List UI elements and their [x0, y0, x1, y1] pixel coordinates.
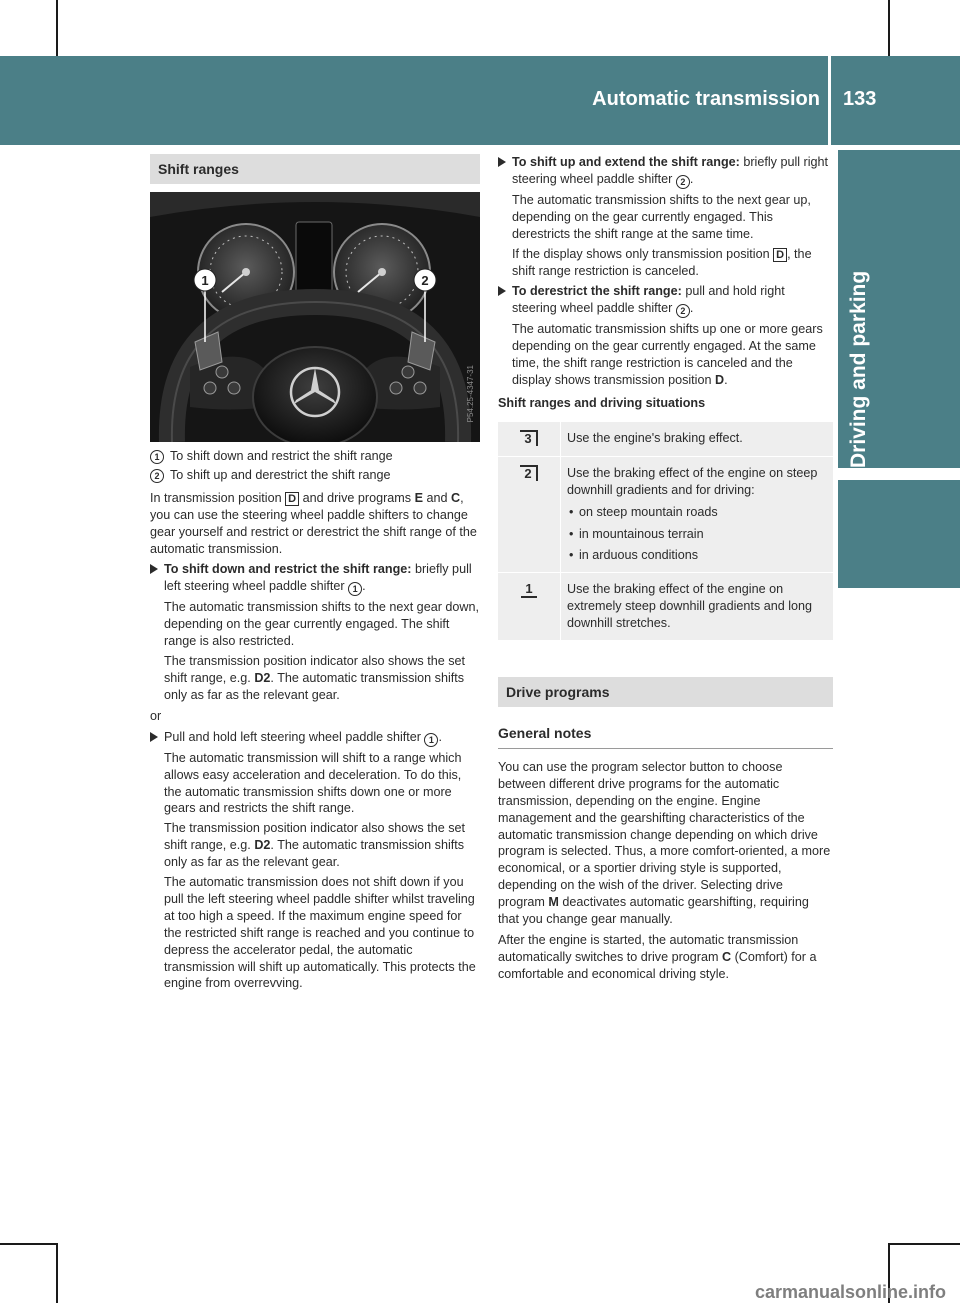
gear-range-1-icon: 1 [521, 582, 536, 598]
list-item: • in mountainous terrain [567, 526, 827, 543]
figure-code: P54.25-4347-31 [466, 364, 475, 422]
callout-number: 1 [424, 733, 438, 747]
watermark: carmanualsonline.info [754, 1282, 946, 1303]
gear-range-3-icon: 3 [520, 430, 537, 446]
table-row [498, 573, 833, 641]
row-text: Use the braking effect of the engine on steep downhill gradients and for driving: [567, 465, 818, 497]
instruction-step: To derestrict the shift range: pull and hold right steering wheel paddle shifter 2 . The automatic transmission shifts up one or more gears depending on the gear currently engaged. At the same time, the shift range restriction is canceled and the display shows transmission position D. [498, 283, 833, 389]
intro-paragraph: In transmission position D and drive programs E and C, you can use the steering wheel paddle shifters to change gear yourself and restrict or derestrict the shift range of the automatic transmission. [150, 490, 477, 556]
legend-item [150, 467, 480, 484]
crop-mark [888, 0, 890, 56]
section-heading: Shift ranges [150, 154, 480, 184]
crop-mark [888, 1243, 960, 1245]
steering-wheel-figure [150, 192, 480, 442]
instruction-step: To shift down and restrict the shift range: briefly pull left steering wheel paddle shifter 1 . The automatic transmission shifts to the next gear down, depending on the gear currently engaged. The shift range is also restricted. The transmission position indicator also shows the set shift range, e.g. D2. The automatic transmission shifts only as far as the relevant gear. [150, 561, 480, 703]
callout-1-label: 1 [201, 273, 209, 288]
shift-range-table [498, 422, 833, 641]
left-column [150, 154, 480, 996]
body-paragraph: You can use the program selector button to choose between different drive programs for the automatic transmission, depending on the engine. Engine management and the gearshifting characteristics of the automatic transmission change depending on which drive program is selected. Thus, a more comfort-oriented, a more economical, or a sportier driving style is supported, depending on the wish of the driver. Selecting drive program M deactivates automatic gearshifting, requiring that you change gear manually. [498, 759, 831, 927]
step-arrow-icon [498, 286, 506, 296]
list-item: • on steep mountain roads [567, 504, 827, 521]
table-row [498, 422, 833, 456]
or-text: or [150, 708, 162, 723]
step-arrow-icon [498, 157, 506, 167]
crop-mark [56, 0, 58, 56]
crop-mark [56, 1243, 58, 1303]
section-heading: Drive programs [498, 677, 833, 707]
row-text: Use the engine's braking effect. [567, 430, 743, 445]
callout-number: 2 [676, 304, 690, 318]
legend-item [150, 448, 480, 465]
step-note: The transmission position indicator also shows the set shift range, e.g. D2. The automatic transmission shifts only as far as the relevant gear. [164, 654, 465, 702]
callout-number: 1 [150, 450, 164, 464]
step-arrow-icon [150, 564, 158, 574]
chapter-label: Driving and parking [847, 270, 870, 468]
callout-number: 1 [348, 582, 362, 596]
list-item: • in arduous conditions [567, 547, 827, 564]
chapter-block [838, 480, 960, 588]
row-text: Use the braking effect of the engine on extremely steep downhill gradients and long downhill stretches. [567, 582, 813, 631]
step-note: The automatic transmission shifts up one or more gears depending on the gear currently engaged. At the same time, the shift range restriction is canceled and the display shows transmission position D. [512, 322, 823, 388]
instruction-step: Pull and hold left steering wheel paddle shifter 1 . The automatic transmission will shift to a range which allows easy acceleration and deceleration. To do this, the automatic transmission shifts down one or more gears and restricts the shift range. The transmission position indicator also shows the set shift range, e.g. D2. The automatic transmission shifts only as far as the relevant gear. The automatic transmission does not shift down if you pull the left steering wheel paddle shifter whilst traveling at too high a speed. If the maximum engine speed for the restricted shift range is reached and you continue to depress the accelerator pedal, the automatic transmission will shift up automatically. This protects the engine from overrevving. [150, 729, 480, 993]
legend-text: To shift down and restrict the shift range [170, 449, 393, 463]
page-number: 133 [843, 88, 877, 110]
table-row [498, 456, 833, 573]
subsection-heading: General notes [498, 719, 833, 749]
step-note: The transmission position indicator also shows the set shift range, e.g. D2. The automatic transmission shifts only as far as the relevant gear. [164, 821, 465, 870]
body-paragraph: After the engine is started, the automatic transmission automatically switches to drive program C (Comfort) for a comfortable and economical driving style. [498, 933, 817, 981]
gear-position-d: D [773, 248, 787, 262]
legend-text: To shift up and derestrict the shift range [170, 467, 391, 482]
callout-number: 2 [150, 469, 164, 483]
right-column [498, 154, 833, 987]
crop-mark [0, 1243, 56, 1245]
steering-wheel-illustration [150, 192, 480, 442]
step-arrow-icon [150, 732, 158, 742]
page-title: Automatic transmission [592, 88, 820, 110]
step-note: If the display shows only transmission position D , the shift range restriction is canceled. [512, 246, 812, 278]
gear-range-2-icon: 2 [520, 465, 537, 481]
gear-position-d: D [285, 492, 299, 506]
instruction-step: To shift up and extend the shift range: briefly pull right steering wheel paddle shifter 2 . The automatic transmission shifts to the next gear up, depending on the gear currently engaged. This derestricts the shift range at the same time. If the display shows only transmission position D , the shift range restriction is canceled. [498, 154, 833, 279]
header-separator [828, 56, 831, 145]
table-heading: Shift ranges and driving situations [498, 395, 706, 410]
callout-2-label: 2 [421, 273, 429, 288]
callout-number: 2 [676, 175, 690, 189]
